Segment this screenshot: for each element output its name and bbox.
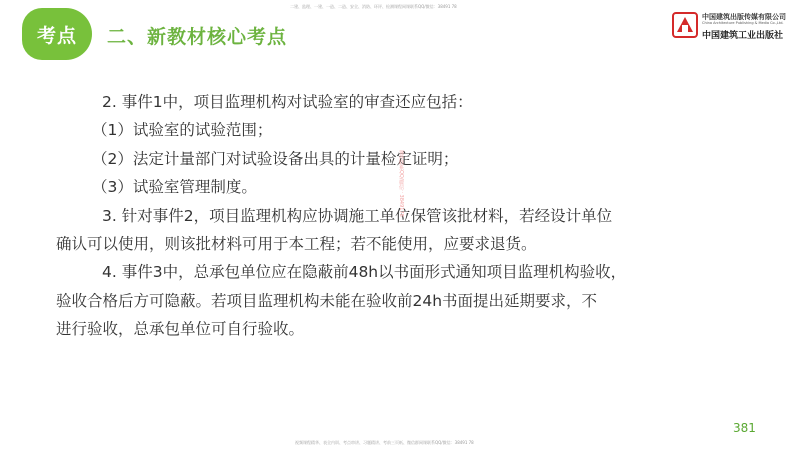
topic-badge-label: 考点 [36, 24, 77, 47]
publisher-name-cn: 中国建筑出版传媒有限公司 [702, 13, 786, 21]
text-line: 进行验收，总承包单位可自行验收。 [56, 320, 305, 339]
publisher-logo [672, 10, 792, 42]
text-line: 4. 事件3中，总承包单位应在隐蔽前48h以书面形式通知项目监理机构验收， [102, 263, 627, 282]
center-watermark: 课件联系QQ/微信：3849178 [398, 150, 404, 217]
answer-text [56, 88, 756, 344]
text-line: （3）试验室管理制度。 [92, 178, 257, 197]
text-line: 2. 事件1中，项目监理机构对试验室的审查还应包括： [102, 93, 473, 111]
page-number: 381 [733, 421, 756, 435]
section-title: 二、新教材核心考点 [107, 26, 288, 48]
bottom-watermark: 视频课程精华、表全内训、考点串讲、习题精讲、考前三页纸、微信群网课联系QQ/微信：38491 78 [295, 440, 474, 445]
text-line: （1）试验室的试验范围； [92, 121, 273, 140]
text-line: （2）法定计量部门对试验设备出具的计量检定证明； [92, 149, 459, 168]
publisher-name-script: 中国建筑工业出版社 [702, 31, 784, 41]
top-watermark: 二建、监理、一建、一造、二造、安全、消防、环评、检测课程网课联系QQ/微信：38491 78 [290, 4, 457, 9]
topic-badge [22, 8, 92, 60]
publisher-name-en: China Architecture Publishing & Media Co.,Ltd. [702, 21, 784, 25]
text-line: 3. 针对事件2，项目监理机构应协调施工单位保管该批材料，若经设计单位 [102, 206, 613, 225]
publisher-logo-icon [672, 12, 698, 38]
text-line: 验收合格后方可隐蔽。若项目监理机构未能在验收前24h书面提出延期要求，不 [56, 291, 598, 310]
text-line: 确认可以使用，则该批材料可用于本工程；若不能使用，应要求退货。 [56, 235, 537, 254]
